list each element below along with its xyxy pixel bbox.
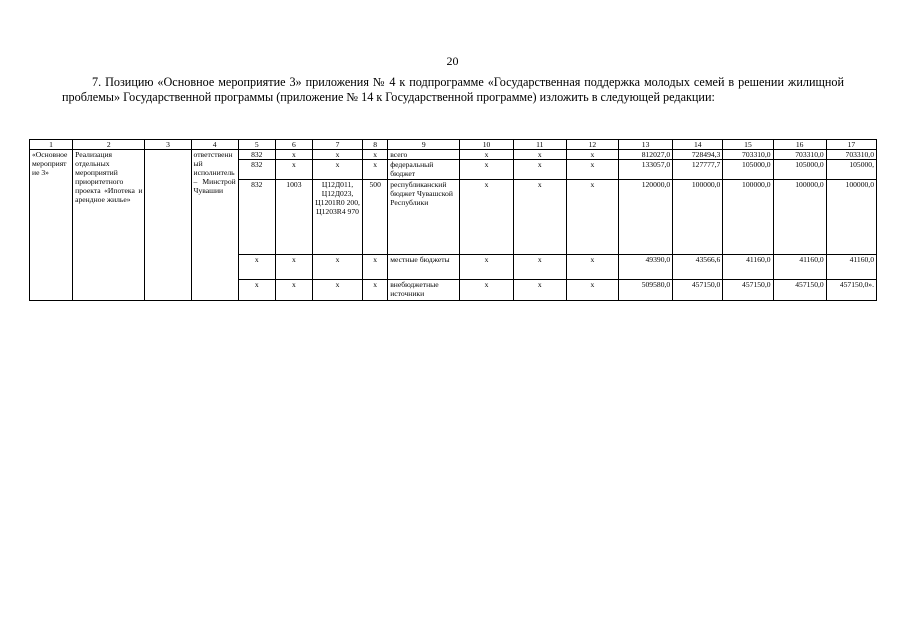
funding-source-cell: внебюджетные источники <box>388 280 460 301</box>
table-cell: x <box>363 280 388 301</box>
header-cell: 6 <box>275 140 312 150</box>
table-row <box>30 150 877 160</box>
amount-cell: 703310,0 <box>723 150 773 160</box>
table-cell: x <box>275 160 312 180</box>
funding-source-cell: республиканский бюджет Чувашской Республики <box>388 180 460 255</box>
funding-source-cell: местные бюджеты <box>388 255 460 280</box>
amount-cell: 457150,0 <box>723 280 773 301</box>
header-cell: 16 <box>773 140 826 150</box>
header-cell: 5 <box>238 140 275 150</box>
header-cell: 10 <box>460 140 513 150</box>
table-cell: 500 <box>363 180 388 255</box>
table-cell: x <box>566 160 618 180</box>
amount-cell: 457150,0». <box>826 280 876 301</box>
header-cell: 7 <box>312 140 362 150</box>
amount-cell: 100000,0 <box>673 180 723 255</box>
amount-cell: 105000,0 <box>773 160 826 180</box>
measure-description-cell: Реализация отдельных мероприятий приоритетного проекта «Ипотека и арендное жилье» <box>73 150 145 301</box>
amount-cell: 105000, <box>826 160 876 180</box>
table-cell: x <box>275 255 312 280</box>
amount-cell: 703310,0 <box>773 150 826 160</box>
measure-name-cell: «Основное мероприятие 3» <box>30 150 73 301</box>
table-cell: x <box>312 150 362 160</box>
table-cell: x <box>312 160 362 180</box>
table-cell: x <box>460 150 513 160</box>
table-cell: x <box>566 255 618 280</box>
amount-cell: 100000,0 <box>723 180 773 255</box>
table-cell: x <box>460 180 513 255</box>
amount-cell: 457150,0 <box>673 280 723 301</box>
table-cell: x <box>363 150 388 160</box>
table-cell: x <box>460 255 513 280</box>
table-cell: 832 <box>238 180 275 255</box>
table-cell: 1003 <box>275 180 312 255</box>
table-cell: x <box>513 280 566 301</box>
amount-cell: 100000,0 <box>826 180 876 255</box>
header-cell: 17 <box>826 140 876 150</box>
header-cell: 2 <box>73 140 145 150</box>
amount-cell: 49390,0 <box>619 255 673 280</box>
table-cell: x <box>363 160 388 180</box>
amount-cell: 41160,0 <box>773 255 826 280</box>
amount-cell: 43566,6 <box>673 255 723 280</box>
table-cell: x <box>513 180 566 255</box>
amount-cell: 812027,0 <box>619 150 673 160</box>
table-cell: x <box>460 160 513 180</box>
header-cell: 11 <box>513 140 566 150</box>
table-cell: x <box>275 280 312 301</box>
table-cell: 832 <box>238 160 275 180</box>
amount-cell: 728494,3 <box>673 150 723 160</box>
table-cell: x <box>513 150 566 160</box>
table-cell: x <box>566 280 618 301</box>
table-cell: x <box>275 150 312 160</box>
table-cell: x <box>238 255 275 280</box>
funding-source-cell: всего <box>388 150 460 160</box>
header-cell: 3 <box>145 140 191 150</box>
header-cell: 14 <box>673 140 723 150</box>
header-cell: 15 <box>723 140 773 150</box>
amount-cell: 509580,0 <box>619 280 673 301</box>
amount-cell: 703310,0 <box>826 150 876 160</box>
header-cell: 9 <box>388 140 460 150</box>
amendment-paragraph: 7. Позицию «Основное мероприятие 3» приложения № 4 к подпрограмме «Государственная поддержка молодых семей в решении жилищной проблемы» Государственной программы (приложение № 14 к Государственной программе) изложить в следующей редакции: <box>62 75 844 104</box>
table-cell: x <box>566 150 618 160</box>
amount-cell: 120000,0 <box>619 180 673 255</box>
table-cell: x <box>363 255 388 280</box>
header-cell: 13 <box>619 140 673 150</box>
amount-cell: 127777,7 <box>673 160 723 180</box>
funding-source-cell: федеральный бюджет <box>388 160 460 180</box>
table-cell: x <box>238 280 275 301</box>
amount-cell: 100000,0 <box>773 180 826 255</box>
table-cell: x <box>513 255 566 280</box>
amount-cell: 105000,0 <box>723 160 773 180</box>
table-cell: x <box>312 280 362 301</box>
budget-codes-cell: Ц12Д011, Ц12Д023, Ц1201R0 200, Ц1203R4 970 <box>312 180 362 255</box>
header-cell: 1 <box>30 140 73 150</box>
program-table <box>29 139 877 301</box>
table-cell: x <box>566 180 618 255</box>
table-cell: 832 <box>238 150 275 160</box>
amount-cell: 457150,0 <box>773 280 826 301</box>
header-cell: 4 <box>191 140 238 150</box>
table-cell: x <box>312 255 362 280</box>
empty-cell <box>145 150 191 301</box>
table-cell: x <box>513 160 566 180</box>
amount-cell: 41160,0 <box>826 255 876 280</box>
header-cell: 8 <box>363 140 388 150</box>
amount-cell: 133057,0 <box>619 160 673 180</box>
table-header-row <box>30 140 877 150</box>
amount-cell: 41160,0 <box>723 255 773 280</box>
page-number: 20 <box>446 54 459 68</box>
table-cell: x <box>460 280 513 301</box>
executor-cell: ответственный исполнитель – Минстрой Чувашии <box>191 150 238 301</box>
header-cell: 12 <box>566 140 618 150</box>
